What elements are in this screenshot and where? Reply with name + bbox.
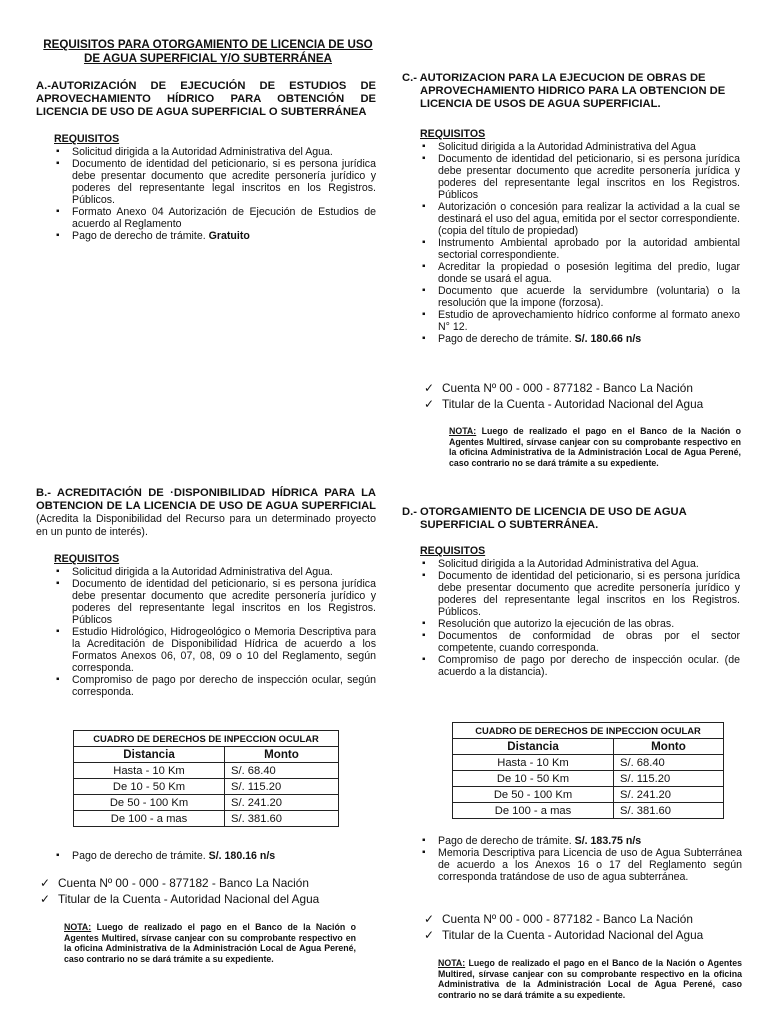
section-d-nota xyxy=(438,958,742,1000)
section-d xyxy=(402,506,740,678)
nota-label: NOTA: xyxy=(438,958,466,968)
table-row xyxy=(74,763,339,779)
table-cell: S/. 381.60 xyxy=(225,811,339,827)
table-cell: Hasta - 10 Km xyxy=(453,755,614,771)
check-icon: ✓ xyxy=(424,928,435,942)
check-icon: ✓ xyxy=(40,892,51,906)
section-b-requisitos-label: REQUISITOS xyxy=(54,553,120,565)
table-header-monto: Monto xyxy=(614,739,724,755)
table-cell: De 100 - a mas xyxy=(74,811,225,827)
cuenta-line xyxy=(40,875,380,891)
section-d-list xyxy=(420,558,740,678)
list-item xyxy=(54,850,374,862)
nota-text: Luego de realizado el pago en el Banco de la Nación o Agentes Multired, sírvase canjear con su comprobante respectivo en la oficina Administrativa de la Administración Local de Agua Perené, caso contrario no se dará trámite a su expediente. xyxy=(449,426,741,468)
list-item: ▪ Solicitud dirigida a la Autoridad Administrativa del Agua. xyxy=(54,146,376,158)
section-c-cuenta xyxy=(424,380,754,412)
table-row xyxy=(453,787,724,803)
titular-line xyxy=(424,927,754,943)
check-icon: ✓ xyxy=(424,912,435,926)
table-header-distancia: Distancia xyxy=(453,739,614,755)
check-icon: ✓ xyxy=(424,397,435,411)
table-cell: Hasta - 10 Km xyxy=(74,763,225,779)
section-d-extra xyxy=(420,835,742,883)
section-b-nota xyxy=(64,922,356,964)
table-cell: S/. 241.20 xyxy=(614,787,724,803)
list-item: ▪ Estudio de aprovechamiento hídrico conforme al formato anexo N° 12. xyxy=(420,309,740,333)
section-d-cuenta xyxy=(424,911,754,943)
nota-text: Luego de realizado el pago en el Banco de la Nación o Agentes Multired, sírvase canjear con su comprobante respectivo en la oficina Administrativa de la Administración Local de Agua Perené, caso contrario no se dará trámite a su expediente. xyxy=(64,922,356,964)
table-cell: S/. 241.20 xyxy=(225,795,339,811)
table-row xyxy=(74,811,339,827)
table-cell: De 50 - 100 Km xyxy=(74,795,225,811)
table-cell: De 10 - 50 Km xyxy=(74,779,225,795)
section-c-list xyxy=(420,141,740,345)
pago-value: S/. 183.75 n/s xyxy=(574,835,642,847)
nota-text: Luego de realizado el pago en el Banco de la Nación o Agentes Multired, sírvase canjear con su comprobante respectivo en la oficina Administrativa de la Administración Local de Agua Perené, caso contrario no se dará trámite a su expediente. xyxy=(438,958,742,1000)
list-item: ▪ Instrumento Ambiental aprobado por la autoridad ambiental sectorial correspondiente. xyxy=(420,237,740,261)
list-item: ▪ Documento de identidad del peticionario, si es persona jurídica debe presentar documento que acredite personería jurídico y poderes del representante legal inscritos en los Registros. Públicos. xyxy=(420,570,740,618)
table-header-distancia: Distancia xyxy=(74,747,225,763)
section-a-list xyxy=(54,146,376,242)
section-d-requisitos-label: REQUISITOS xyxy=(420,545,486,557)
table-cell: S/. 381.60 xyxy=(614,803,724,819)
titular-line xyxy=(424,396,754,412)
list-item: ▪ Documento de identidad del peticionario, si es persona jurídica debe presentar documento que acredite personería jurídico y poderes del representante legal inscritos en los Registros. Públicos xyxy=(54,578,376,626)
list-item: ▪ Autorización o concesión para realizar la actividad a la cual se destinará el uso del agua, emitida por el sector correspondiente. (copia del título de propiedad) xyxy=(420,201,740,237)
table-row xyxy=(453,771,724,787)
table-row xyxy=(74,779,339,795)
list-item: ▪ Solicitud dirigida a la Autoridad Administrativa del Agua. xyxy=(420,558,740,570)
section-c-heading: C.- AUTORIZACION PARA LA EJECUCION DE OBRAS DE APROVECHAMIENTO HIDRICO PARA LA OBTENCION DE LICENCIA DE USOS DE AGUA SUPERFICIAL. xyxy=(402,72,726,110)
section-c-requisitos-label: REQUISITOS xyxy=(420,128,486,140)
cuenta-text: Cuenta Nº 00 - 000 - 877182 - Banco La Nación xyxy=(442,381,693,395)
cuenta-line xyxy=(424,380,754,396)
titular-text: Titular de la Cuenta - Autoridad Nacional del Agua xyxy=(442,397,704,411)
section-b xyxy=(36,487,376,698)
table-cell: De 50 - 100 Km xyxy=(453,787,614,803)
section-c-nota xyxy=(449,426,741,468)
section-b-cuenta xyxy=(40,875,380,907)
check-icon: ✓ xyxy=(424,381,435,395)
table-cell: De 100 - a mas xyxy=(453,803,614,819)
list-item: ▪ Compromiso de pago por derecho de inspección ocular, según corresponda. xyxy=(54,674,376,698)
table-cell: S/. 68.40 xyxy=(225,763,339,779)
nota-label: NOTA: xyxy=(64,922,92,932)
list-item: ▪ Documentos de conformidad de obras por el sector competente, cuando corresponda. xyxy=(420,630,740,654)
table-caption: CUADRO DE DERECHOS DE INPECCION OCULAR xyxy=(74,731,339,747)
list-item: ▪ Formato Anexo 04 Autorización de Ejecución de Estudios de acuerdo al Reglamento xyxy=(54,206,376,230)
table-caption: CUADRO DE DERECHOS DE INPECCION OCULAR xyxy=(453,723,724,739)
list-item xyxy=(420,333,740,345)
table-row xyxy=(453,755,724,771)
titular-text: Titular de la Cuenta - Autoridad Nacional del Agua xyxy=(58,892,320,906)
table-row xyxy=(74,795,339,811)
cuenta-text: Cuenta Nº 00 - 000 - 877182 - Banco La Nación xyxy=(58,876,309,890)
pago-text: Pago de derecho de trámite. xyxy=(72,850,209,862)
table-cell: S/. 115.20 xyxy=(614,771,724,787)
nota-label: NOTA: xyxy=(449,426,477,436)
table-row xyxy=(453,803,724,819)
section-a-heading: A.-AUTORIZACIÓN DE EJECUCIÓN DE ESTUDIOS DE APROVECHAMIENTO HÍDRICO PARA OBTENCIÓN DE LICENCIA DE USO DE AGUA SUPERFICIAL O SUBTERRÁNEA xyxy=(36,80,376,118)
section-d-heading: D.- OTORGAMIENTO DE LICENCIA DE USO DE AGUA SUPERFICIAL O SUBTERRÁNEA. xyxy=(402,506,687,531)
pago-text: Pago de derecho de trámite. xyxy=(438,333,575,345)
section-d-fee-table xyxy=(452,722,724,819)
pago-value: Gratuito xyxy=(208,230,250,242)
section-b-heading xyxy=(36,487,376,539)
pago-value: S/. 180.66 n/s xyxy=(574,333,642,345)
list-item xyxy=(420,835,742,847)
list-item: ▪ Documento que acuerde la servidumbre (voluntaria) o la resolución que la impone (forzosa). xyxy=(420,285,740,309)
list-item: ▪ Documento de identidad del peticionario, si es persona jurídica debe presentar documento que acredite personería jurídica y poderes del representante legal inscritos en los Registros. Públicos xyxy=(420,153,740,201)
document-title: REQUISITOS PARA OTORGAMIENTO DE LICENCIA DE USO DE AGUA SUPERFICIAL Y/O SUBTERRÁNEA xyxy=(43,38,373,65)
titular-line xyxy=(40,891,380,907)
list-item: ▪ Compromiso de pago por derecho de inspección ocular. (de acuerdo a la distancia). xyxy=(420,654,740,678)
section-b-pago xyxy=(54,850,374,862)
list-item: ▪ Solicitud dirigida a la Autoridad Administrativa del Agua. xyxy=(54,566,376,578)
list-item: ▪ Documento de identidad del peticionario, si es persona jurídica debe presentar documento que acredite personería jurídico y poderes del representante legal inscritos en los Registros. Públicos. xyxy=(54,158,376,206)
cuenta-text: Cuenta Nº 00 - 000 - 877182 - Banco La Nación xyxy=(442,912,693,926)
titular-text: Titular de la Cuenta - Autoridad Nacional del Agua xyxy=(442,928,704,942)
list-item: ▪ Solicitud dirigida a la Autoridad Administrativa del Agua xyxy=(420,141,740,153)
section-a-requisitos-label: REQUISITOS xyxy=(54,133,120,145)
section-b-list xyxy=(54,566,376,698)
pago-text: Pago de derecho de trámite. xyxy=(438,835,575,847)
section-a xyxy=(36,80,376,242)
section-b-heading-text: B.- ACREDITACIÓN DE ·DISPONIBILIDAD HÍDRICA PARA LA OBTENCION DE LA LICENCIA DE USO DE AGUA SUPERFICIAL xyxy=(36,487,376,512)
pago-value: S/. 180.16 n/s xyxy=(208,850,276,862)
check-icon: ✓ xyxy=(40,876,51,890)
list-item: ▪ Acreditar la propiedad o posesión legitima del predio, lugar donde se usará el agua. xyxy=(420,261,740,285)
pago-text: Pago de derecho de trámite. xyxy=(72,230,209,242)
table-cell: S/. 115.20 xyxy=(225,779,339,795)
table-cell: S/. 68.40 xyxy=(614,755,724,771)
table-cell: De 10 - 50 Km xyxy=(453,771,614,787)
list-item: ▪ Memoria Descriptiva para Licencia de uso de Agua Subterránea de acuerdo a los Anexos 16 o 17 del Reglamento según corresponda tratándose de uso de agua subterránea. xyxy=(420,847,742,883)
section-b-fee-table xyxy=(73,730,339,827)
list-item: ▪ Estudio Hidrológico, Hidrogeológico o Memoria Descriptiva para la Acreditación de Disponibilidad Hídrica de acuerdo a los Formatos Anexos 06, 07, 08, 09 o 10 del Reglamento, según corresponda. xyxy=(54,626,376,674)
list-item xyxy=(54,230,376,242)
section-c xyxy=(402,72,740,345)
cuenta-line xyxy=(424,911,754,927)
list-item: ▪ Resolución que autorizo la ejecución de las obras. xyxy=(420,618,740,630)
table-header-monto: Monto xyxy=(225,747,339,763)
section-b-heading-note: (Acredita la Disponibilidad del Recurso para un determinado proyecto en un punto de interés). xyxy=(36,513,376,538)
